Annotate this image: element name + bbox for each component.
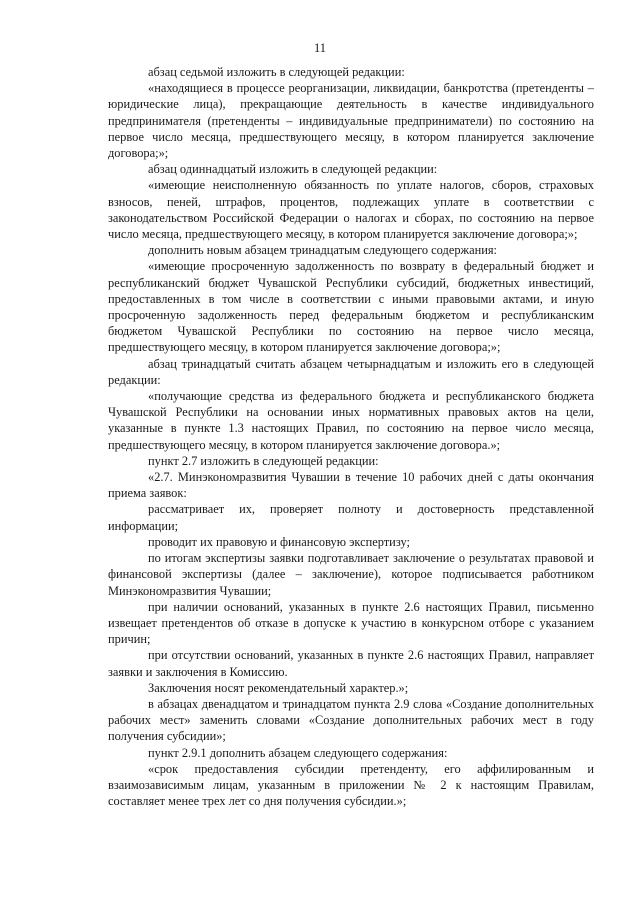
paragraph: пункт 2.9.1 дополнить абзацем следующего содержания: [148, 745, 448, 760]
paragraph: абзац одиннадцатый изложить в следующей редакции: [148, 162, 438, 177]
paragraph: «получающие средства из федерального бюджета и республиканского бюджета Чувашской Республики на основании иных нормативных правовых актов на цели, указанные в пункте 1.3 настоящих Правил, по состоянию на первое число месяца, предшествующего месяцу, в котором планируется заключение договора.»; [108, 389, 594, 452]
paragraph: по итогам экспертизы заявки подготавливает заключение о результатах правовой и финансовой экспертизы (далее – заключение), которое подписывается работником Минэкономразвития Чувашии; [108, 551, 594, 598]
paragraph: при наличии оснований, указанных в пункте 2.6 настоящих Правил, письменно извещает претендентов об отказе в допуске к участию в конкурсном отборе с указанием причин; [108, 599, 594, 647]
paragraph: в абзацах двенадцатом и тринадцатом пункта 2.9 слова «Создание дополнительных рабочих мест» заменить словами «Создание дополнительных рабочих мест в году получения субсидии»; [108, 696, 594, 744]
paragraph: дополнить новым абзацем тринадцатым следующего содержания: [148, 243, 497, 258]
paragraph: абзац седьмой изложить в следующей редакции: [148, 65, 405, 79]
paragraph: пункт 2.7 изложить в следующей редакции: [148, 453, 379, 468]
paragraph: «имеющие просроченную задолженность по возврату в федеральный бюджет и республиканский бюджет Чувашской Республики субсидий, бюджетных инвестиций, предоставленных в том числе в соответствии с иными правовыми актами, и иную просроченную задолженность перед федеральным бюджетом и республиканским бюджетом Чувашской Республики по состоянию на первое число месяца, предшествующего месяцу, в котором планируется заключение договора;»; [108, 259, 594, 355]
paragraph: «срок предоставления субсидии претенденту, его аффилированным и взаимозависимым лицам, указанным в приложении № 2 к настоящим Правилам, составляет менее трех лет со дня получения субсидии.»; [108, 761, 594, 809]
paragraph: «находящиеся в процессе реорганизации, ликвидации, банкротства (претенденты – юридические лица), прекращающие деятельность в качестве индивидуального предпринимателя (претенденты – индивидуальные предприниматели) по состоянию на первое число месяца, предшествующего месяцу, в котором планируется заключение договора;»; [108, 81, 594, 161]
paragraph: при отсутствии оснований, указанных в пункте 2.6 настоящих Правил, направляет заявки и заключения в Комиссию. [108, 648, 594, 679]
page-number: 11 [313, 41, 327, 55]
paragraph: Заключения носят рекомендательный характер.»; [148, 680, 409, 695]
document-body [108, 64, 594, 809]
paragraph: абзац тринадцатый считать абзацем четырнадцатым и изложить его в следующей редакции: [108, 356, 594, 387]
paragraph: «2.7. Минэкономразвития Чувашии в течение 10 рабочих дней с даты окончания приема заявок: [108, 470, 594, 501]
paragraph: «имеющие неисполненную обязанность по уплате налогов, сборов, страховых взносов, пеней, штрафов, процентов, подлежащих уплате в соответствии с законодательством Российской Федерации о налогах и сборах, по состоянию на первое число месяца, предшествующего месяцу, в котором планируется заключение договора;»; [108, 178, 594, 242]
paragraph: рассматривает их, проверяет полноту и достоверность представленной информации; [108, 502, 594, 533]
paragraph: проводит их правовую и финансовую экспертизу; [148, 534, 410, 549]
